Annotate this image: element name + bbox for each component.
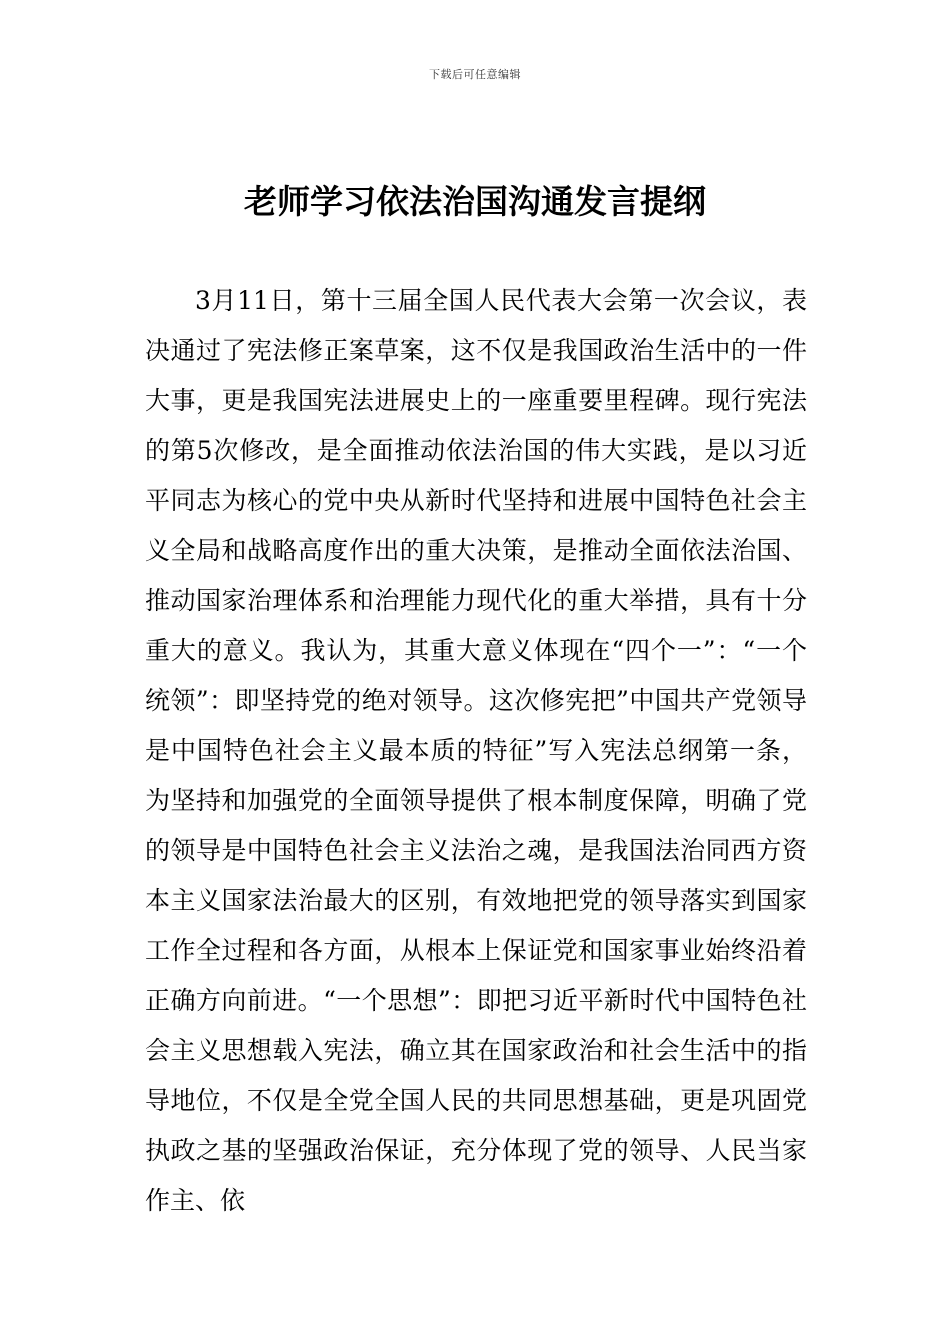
header-note: 下载后可任意编辑 bbox=[429, 68, 521, 81]
body-paragraph: 3月11日，第十三届全国人民代表大会第一次会议，表决通过了宪法修正案草案，这不仅是我国政治生活中的一件大事，更是我国宪法进展史上的一座重要里程碑。现行宪法的第5次修改，是全面推动依法治国的伟大实践，是以习近平同志为核心的党中央从新时代坚持和进展中国特色社会主义全局和战略高度作出的重大决策，是推动全面依法治国、推动国家治理体系和治理能力现代化的重大举措，具有十分重大的意义。我认为，其重大意义体现在“四个一”：“一个统领”：即坚持党的绝对领导。这次修宪把”中国共产党领导是中国特色社会主义最本质的特征”写入宪法总纲第一条，为坚持和加强党的全面领导提供了根本制度保障，明确了党的领导是中国特色社会主义法治之魂，是我国法治同西方资本主义国家法治最大的区别，有效地把党的领导落实到国家工作全过程和各方面，从根本上保证党和国家事业始终沿着正确方向前进。“一个思想”：即把习近平新时代中国特色社会主义思想载入宪法，确立其在国家政治和社会生活中的指导地位，不仅是全党全国人民的共同思想基础，更是巩固党执政之基的坚强政治保证，充分体现了党的领导、人民当家作主、依 bbox=[145, 286, 807, 1215]
document-title: 老师学习依法治国沟通发言提纲 bbox=[244, 182, 706, 221]
